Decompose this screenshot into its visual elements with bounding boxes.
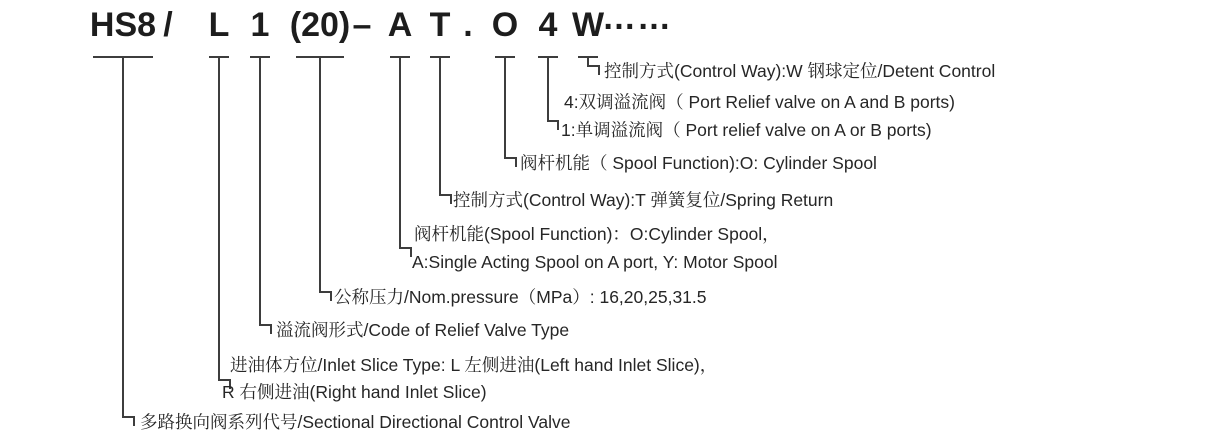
legend-row-spool-function-a2: A:Single Acting Spool on A port, Y: Motor Spool xyxy=(412,252,778,272)
legend-row-control-way-t: 控制方式(Control Way):T 弹簧复位/Spring Return xyxy=(453,190,834,210)
connector-20 xyxy=(320,57,331,301)
code-separator-dot: . xyxy=(463,6,473,44)
code-segment-spool-o: O xyxy=(491,6,519,44)
connector-1 xyxy=(260,57,271,334)
connector-l xyxy=(219,57,230,389)
code-segment-control-t: T xyxy=(429,6,451,44)
connector-4 xyxy=(548,57,558,130)
legend-row-nominal-pressure: 公称压力/Nom.pressure（MPa）: 16,20,25,31.5 xyxy=(334,287,707,307)
legend-row-relief-4: 4:双调溢流阀（ Port Relief valve on A and B ports) xyxy=(564,92,955,112)
connector-hs8 xyxy=(123,57,134,426)
legend-row-spool-function-o: 阀杆机能（ Spool Function):O: Cylinder Spool xyxy=(520,153,877,173)
connector-w xyxy=(588,57,599,75)
legend-row-control-way-w: 控制方式(Control Way):W 钢球定位/Detent Control xyxy=(604,61,996,81)
legend-row-spool-function-a: 阀杆机能(Spool Function)：O:Cylinder Spool， xyxy=(414,224,780,244)
legend-row-inlet-slice-r: R 右侧进油(Right hand Inlet Slice) xyxy=(222,382,487,402)
connector-o xyxy=(505,57,516,167)
code-segment-relief-type: 1 xyxy=(250,6,270,44)
code-segment-series: HS8 xyxy=(89,6,157,44)
code-segment-pressure: (20) xyxy=(289,6,351,44)
legend-row-inlet-slice-l: 进油体方位/Inlet Slice Type: L 左侧进油(Left hand Inlet Slice)， xyxy=(230,355,718,375)
code-segment-control-w: W xyxy=(571,6,605,44)
code-segment-relief-count: 4 xyxy=(538,6,558,44)
code-separator-slash: / xyxy=(163,6,173,44)
legend-row-relief-valve-type: 溢流阀形式/Code of Relief Valve Type xyxy=(276,320,570,340)
code-segment-inlet: L xyxy=(208,6,230,44)
legend-row-series-code: 多路换向阀系列代号/Sectional Directional Control Valve xyxy=(140,412,571,432)
legend-row-relief-1: 1:单调溢流阀（ Port relief valve on A or B ports) xyxy=(561,120,932,140)
connector-a xyxy=(400,57,411,257)
code-ellipsis: …… xyxy=(602,0,672,37)
connector-t xyxy=(440,57,451,204)
code-segment-spool-a: A xyxy=(387,6,413,44)
code-separator-dash: – xyxy=(352,6,372,44)
